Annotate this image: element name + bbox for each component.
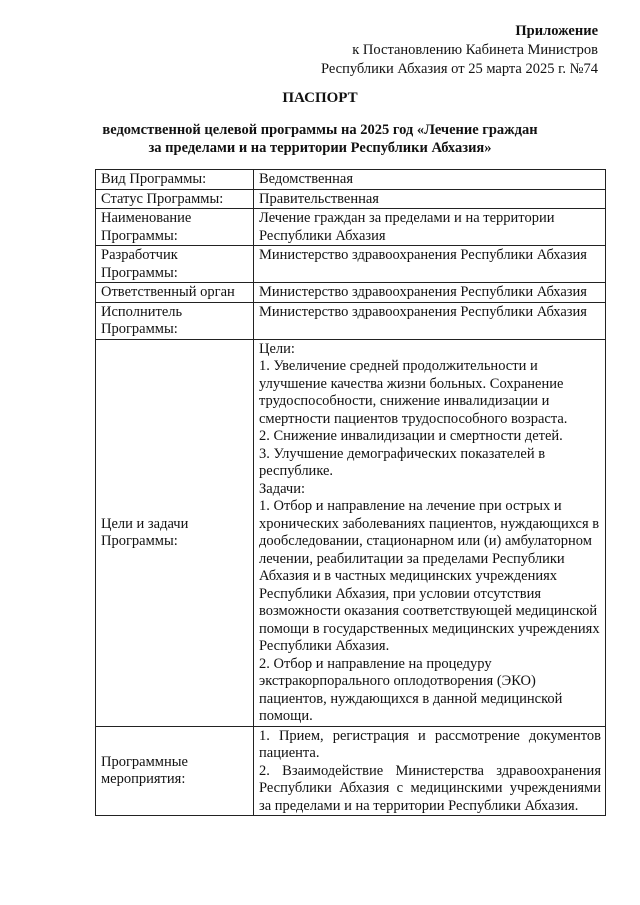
appendix-line-1: к Постановлению Кабинета Министров (352, 42, 598, 58)
value-line: Ведомственная (259, 171, 354, 187)
table-row (96, 302, 606, 339)
appendix-title: Приложение (515, 23, 598, 39)
row-label: Вид Программы: (96, 170, 254, 190)
row-label: Программные мероприятия: (96, 726, 254, 816)
row-value (254, 170, 606, 190)
row-value (254, 246, 606, 283)
goals-heading: Цели: (259, 340, 295, 357)
row-value (254, 726, 606, 816)
value-line: Правительственная (259, 190, 379, 207)
table-row (96, 283, 606, 303)
document-subtitle (0, 121, 640, 157)
row-label: Разработчик Программы: (96, 246, 254, 283)
table-row (96, 209, 606, 246)
row-label: Наименование Программы: (96, 209, 254, 246)
table-row (96, 726, 606, 816)
appendix-line-2: Республики Абхазия от 25 марта 2025 г. №74 (320, 61, 598, 77)
value-line: Министерство здравоохранения Республики Абхазия (259, 284, 587, 300)
table-row (96, 189, 606, 209)
row-value (254, 283, 606, 303)
value-line: Министерство здравоохранения Республики Абхазия (259, 247, 587, 263)
tasks-heading: Задачи: (259, 480, 306, 497)
passport-table (95, 169, 606, 816)
row-value (254, 339, 606, 726)
task-item: 2. Отбор и направление на процедуру экстракорпорального оплодотворения (ЭКО) пациентов, нуждающихся в данной медицинской помощи. (259, 655, 563, 724)
table-row (96, 339, 606, 726)
table-row (96, 246, 606, 283)
goal-item: 2. Снижение инвалидизации и смертности детей. (259, 428, 563, 444)
row-label: Статус Программы: (96, 189, 254, 209)
subtitle-line-1: ведомственной целевой программы на 2025 год «Лечение граждан (102, 122, 538, 138)
subtitle-line-2: за пределами и на территории Республики Абхазия» (148, 140, 492, 156)
measure-item: 1. Прием, регистрация и рассмотрение документов пациента. (259, 727, 601, 761)
row-label: Ответственный орган (96, 283, 254, 303)
row-value (254, 302, 606, 339)
row-value (254, 209, 606, 246)
row-value (254, 189, 606, 209)
value-line: Лечение граждан за пределами и на территории Республики Абхазия (259, 210, 555, 244)
document-title: ПАСПОРТ (282, 90, 358, 106)
value-line: Министерство здравоохранения Республики Абхазия (259, 303, 587, 320)
row-label: Исполнитель Программы: (96, 302, 254, 339)
appendix-header (321, 22, 598, 79)
task-item: 1. Отбор и направление на лечение при острых и хронических заболеваниях пациентов, нуждающихся в дообследовании, стационарном или (и) амбулаторном лечении, реабилитации за пределами Республики Абхазия и в частных медицинских учреждениях Республики Абхазия, при условии отсутствия возможности оказания соответствующей медицинской помощи в государственных медицинских учреждениях Республики Абхазия. (259, 498, 600, 654)
measure-item: 2. Взаимодействие Министерства здравоохранения Республики Абхазия с медицинскими учреждениями за пределами и на территории Республики Абхазия. (259, 762, 601, 814)
row-label: Цели и задачи Программы: (96, 339, 254, 726)
table-row (96, 170, 606, 190)
goal-item: 1. Увеличение средней продолжительности и улучшение качества жизни больных. Сохранение трудоспособности, снижение инвалидизации и смертности пациентов трудоспособного возраста. (259, 358, 568, 427)
goal-item: 3. Улучшение демографических показателей в республике. (259, 445, 546, 479)
